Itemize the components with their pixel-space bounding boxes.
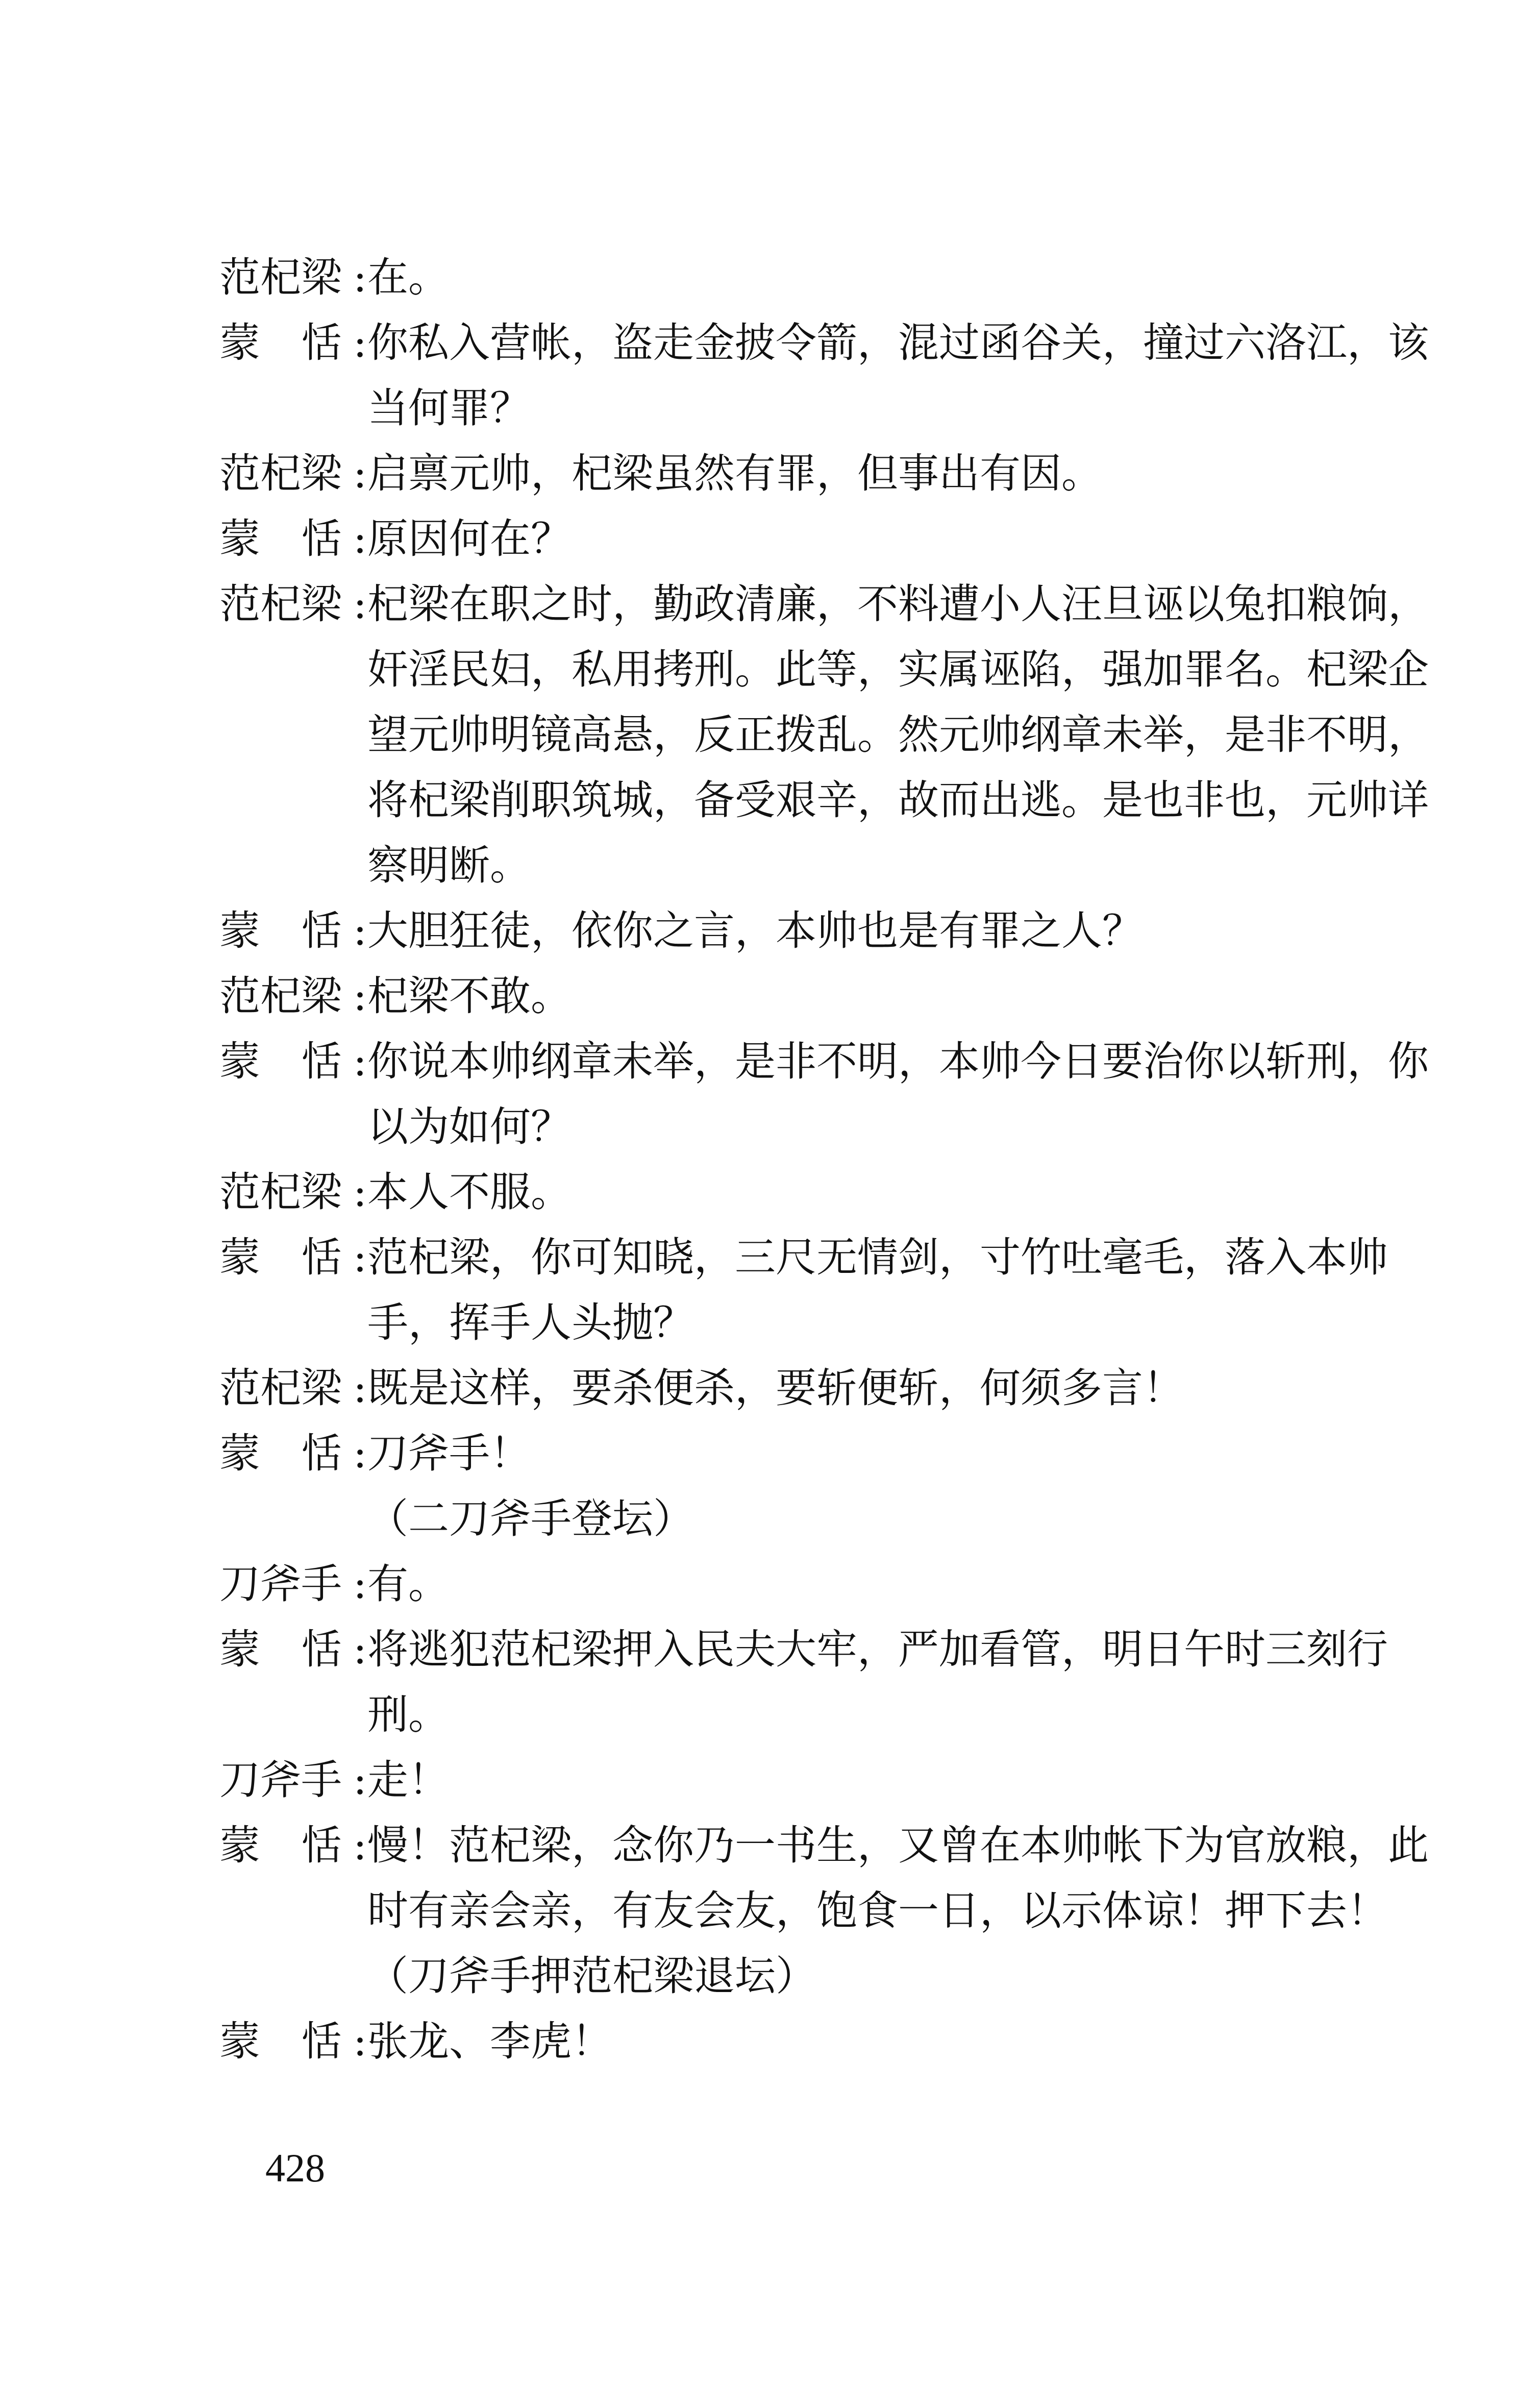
- speaker-label: 范杞梁 :: [219, 245, 367, 310]
- page-number: 428: [265, 2146, 325, 2190]
- dialogue-line: [219, 245, 1434, 310]
- speaker-name: 蒙 恬: [219, 1038, 342, 1085]
- speaker-label: 蒙 恬 :: [219, 898, 367, 964]
- speaker-label: 刀斧手 :: [219, 1748, 367, 1813]
- dialogue-line: [219, 898, 1434, 964]
- speaker-name: 范杞梁: [219, 972, 342, 1020]
- speaker-label: 范杞梁 :: [219, 441, 367, 506]
- dialogue-text: 既是这样，要杀便杀，要斩便斩，何须多言！: [367, 1364, 1184, 1412]
- dialogue-line: [219, 964, 1434, 1029]
- dialogue-line: [219, 506, 1434, 572]
- speaker-name: 蒙 恬: [219, 1234, 342, 1281]
- speaker-label: 蒙 恬 :: [219, 1813, 367, 1878]
- stage-direction: （刀斧手押范杞梁退坛）: [367, 1952, 816, 2000]
- dialogue-text: 启禀元帅，杞梁虽然有罪，但事出有因。: [367, 450, 1102, 497]
- dialogue-text: 你说本帅纲章未举，是非不明，本帅今日要治你以斩刑，你以为如何？: [367, 1038, 1429, 1150]
- dialogue-line: [219, 1617, 1434, 1748]
- dialogue-text: 你私入营帐，盗走金披令箭，混过函谷关，撞过六洛江，该当何罪？: [367, 319, 1429, 432]
- dialogue-text: 将逃犯范杞梁押入民夫大牢，严加看管，明日午时三刻行刑。: [367, 1626, 1388, 1738]
- speaker-name: 刀斧手: [219, 1756, 342, 1804]
- speaker-name: 蒙 恬: [219, 1822, 342, 1869]
- dialogue-text: 刀斧手！: [367, 1430, 531, 1477]
- script-body: [219, 245, 1434, 2074]
- dialogue-text: 在。: [367, 254, 449, 301]
- speaker-label: 蒙 恬 :: [219, 1421, 367, 1486]
- speaker-name: 蒙 恬: [219, 1626, 342, 1673]
- dialogue-text: 杞梁不敢。: [367, 972, 572, 1020]
- dialogue-line: [219, 441, 1434, 506]
- speaker-label: 范杞梁 :: [219, 572, 367, 637]
- speaker-label: 蒙 恬 :: [219, 2009, 367, 2074]
- dialogue-text: 有。: [367, 1560, 449, 1608]
- speaker-name: 范杞梁: [219, 580, 342, 628]
- dialogue-text: 张龙、李虎！: [367, 2018, 612, 2065]
- dialogue-text: 杞梁在职之时，勤政清廉，不料遭小人汪旦诬以兔扣粮饷，奸淫民妇，私用拷刑。此等，实属诬陷，强加罪名。杞梁企望元帅明镜高悬，反正拨乱。然元帅纲章未举，是非不明，将杞梁削职筑城，备受艰辛，故而出逃。是也非也，元帅详察明断。: [367, 580, 1429, 889]
- dialogue-line: [219, 1029, 1434, 1160]
- dialogue-line: [219, 2009, 1434, 2074]
- speaker-name: 蒙 恬: [219, 319, 342, 366]
- speaker-label: 蒙 恬 :: [219, 310, 367, 376]
- speaker-name: 蒙 恬: [219, 1430, 342, 1477]
- dialogue-line: [219, 572, 1434, 898]
- dialogue-line: [219, 310, 1434, 441]
- speaker-name: 范杞梁: [219, 1364, 342, 1412]
- stage-direction: （二刀斧手登坛）: [367, 1495, 694, 1542]
- speaker-label: 蒙 恬 :: [219, 1029, 367, 1094]
- dialogue-line: [219, 1356, 1434, 1421]
- dialogue-line: [219, 1552, 1434, 1617]
- speaker-name: 范杞梁: [219, 450, 342, 497]
- speaker-label: 范杞梁 :: [219, 1160, 367, 1225]
- dialogue-line: [219, 1813, 1434, 1944]
- speaker-name: 刀斧手: [219, 1560, 342, 1608]
- speaker-name: 蒙 恬: [219, 907, 342, 954]
- speaker-name: 范杞梁: [219, 254, 342, 301]
- dialogue-line: [219, 1225, 1434, 1356]
- speaker-label: 范杞梁 :: [219, 964, 367, 1029]
- dialogue-text: 大胆狂徒，依你之言，本帅也是有罪之人？: [367, 907, 1143, 954]
- speaker-name: 范杞梁: [219, 1168, 342, 1216]
- dialogue-text: 走！: [367, 1756, 449, 1804]
- dialogue-text: 范杞梁，你可知晓，三尺无情剑，寸竹吐毫毛，落入本帅手，挥手人头抛？: [367, 1234, 1388, 1346]
- speaker-name: 蒙 恬: [219, 2018, 342, 2065]
- dialogue-text: 本人不服。: [367, 1168, 572, 1216]
- dialogue-line: [219, 1748, 1434, 1813]
- dialogue-line: [219, 1421, 1434, 1486]
- speaker-label: 刀斧手 :: [219, 1552, 367, 1617]
- speaker-label: 蒙 恬 :: [219, 506, 367, 572]
- speaker-name: 蒙 恬: [219, 515, 342, 562]
- dialogue-text: 原因何在？: [367, 515, 572, 562]
- speaker-label: 蒙 恬 :: [219, 1225, 367, 1290]
- dialogue-text: 慢！范杞梁，念你乃一书生，又曾在本帅帐下为官放粮，此时有亲会亲，有友会友，饱食一日，以示体谅！押下去！: [367, 1822, 1429, 1934]
- speaker-label: 范杞梁 :: [219, 1356, 367, 1421]
- speaker-label: 蒙 恬 :: [219, 1617, 367, 1682]
- dialogue-line: [219, 1160, 1434, 1225]
